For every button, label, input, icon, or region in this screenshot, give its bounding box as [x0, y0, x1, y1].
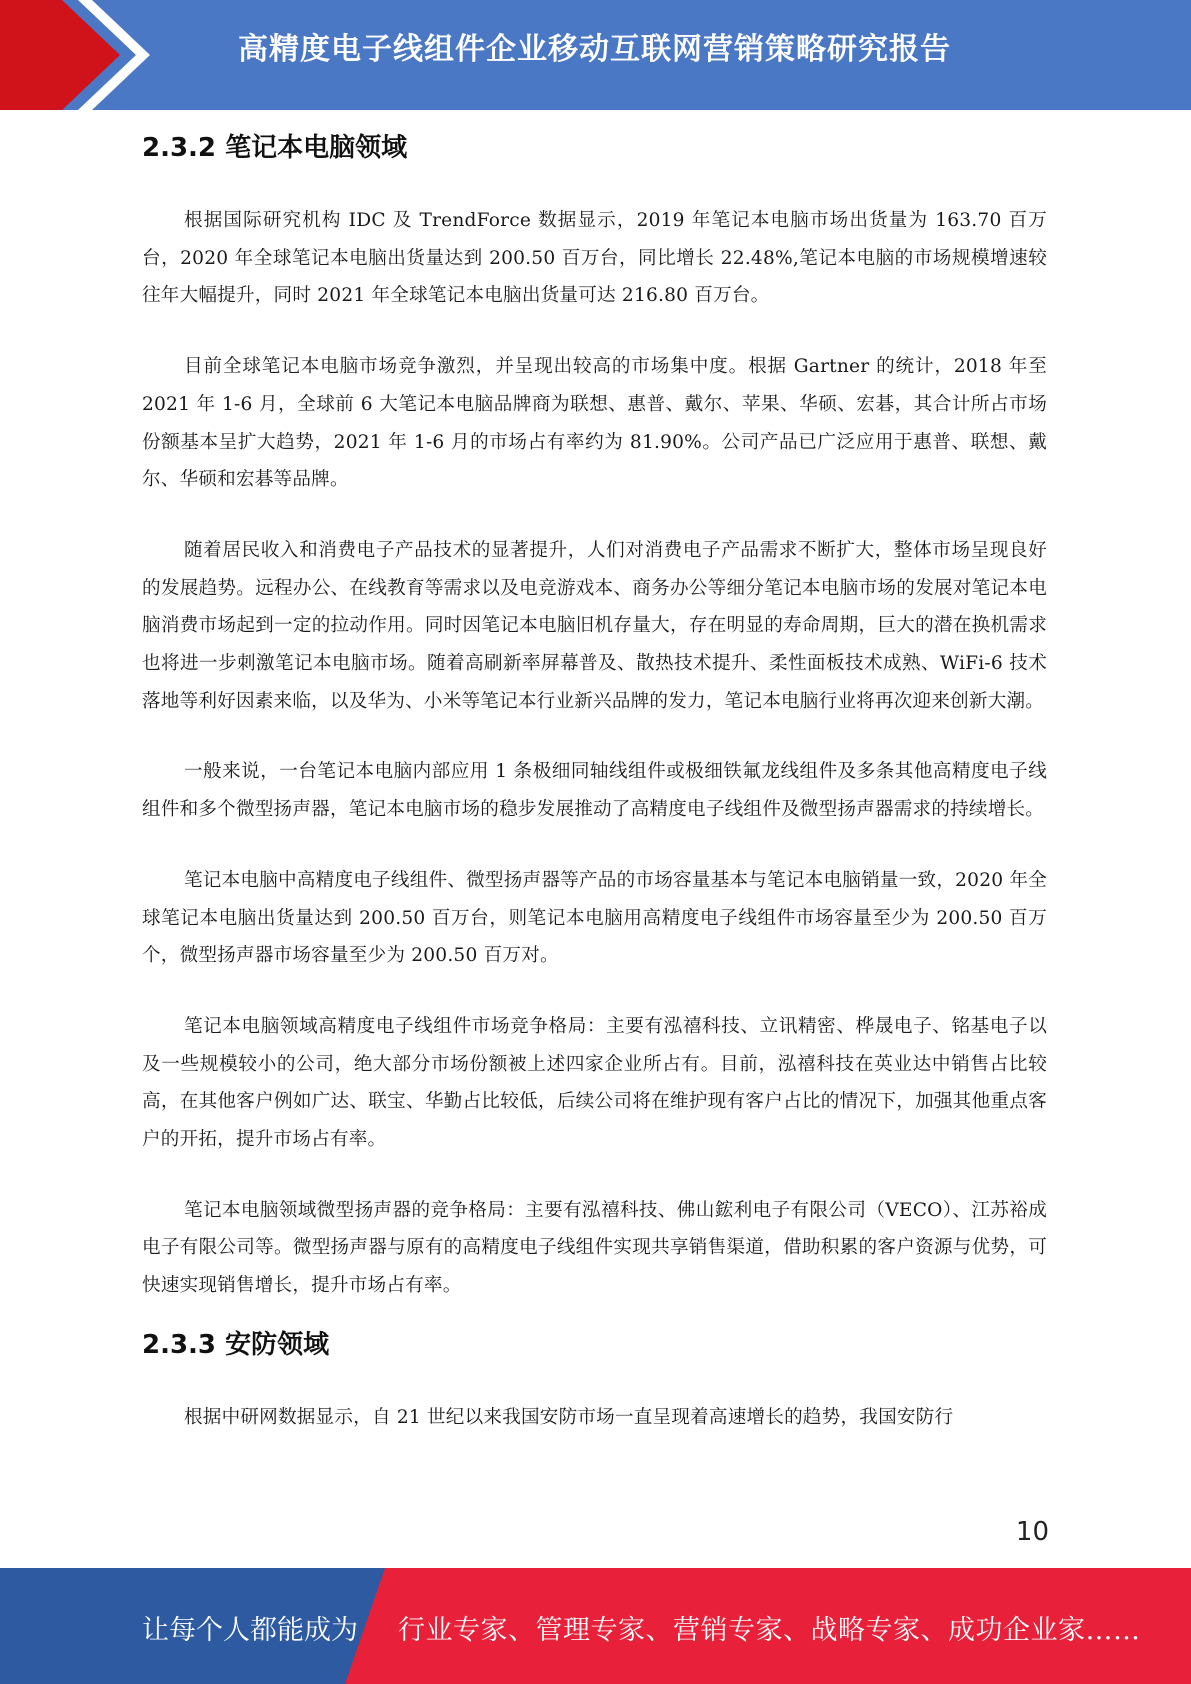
- paragraph: 根据国际研究机构 IDC 及 TrendForce 数据显示，2019 年笔记本电脑市场出货量为 163.70 百万台，2020 年全球笔记本电脑出货量达到 200.50 百万台，同比增长 22.48%,笔记本电脑的市场规模增速较往年大幅提升，同时 2021 年全球笔记本电脑出货量可达 216.80 百万台。: [142, 210, 1047, 307]
- page-footer: [0, 1568, 1191, 1684]
- footer-slogan-right: 行业专家、管理专家、营销专家、战略专家、成功企业家……: [398, 1615, 1141, 1646]
- paragraph: 随着居民收入和消费电子产品技术的显著提升，人们对消费电子产品需求不断扩大，整体市场呈现良好的发展趋势。远程办公、在线教育等需求以及电竞游戏本、商务办公等细分笔记本电脑市场的发展对笔记本电脑消费市场起到一定的拉动作用。同时因笔记本电脑旧机存量大，存在明显的寿命周期，巨大的潜在换机需求也将进一步刺激笔记本电脑市场。随着高刷新率屏幕普及、散热技术提升、柔性面板技术成熟、WiFi-6 技术落地等利好因素来临，以及华为、小米等笔记本行业新兴品牌的发力，笔记本电脑行业将再次迎来创新大潮。: [142, 539, 1047, 712]
- header-arrow-decoration: [0, 0, 150, 110]
- paragraph: 目前全球笔记本电脑市场竞争激烈，并呈现出较高的市场集中度。根据 Gartner 的统计，2018 年至 2021 年 1-6 月，全球前 6 大笔记本电脑品牌商为联想、惠普、戴尔、苹果、华硕、宏碁，其合计所占市场份额基本呈扩大趋势，2021 年 1-6 月的市场占有率约为 81.90%。公司产品已广泛应用于惠普、联想、戴尔、华硕和宏碁等品牌。: [142, 356, 1047, 491]
- footer-slogan-left: 让每个人都能成为: [142, 1615, 358, 1646]
- paragraph: 笔记本电脑领域高精度电子线组件市场竞争格局：主要有泓禧科技、立讯精密、桦晟电子、铭基电子以及一些规模较小的公司，绝大部分市场份额被上述四家企业所占有。目前，泓禧科技在英业达中销售占比较高，在其他客户例如广达、联宝、华勤占比较低，后续公司将在维护现有客户占比的情况下，加强其他重点客户的开拓，提升市场占有率。: [142, 1015, 1047, 1151]
- paragraph: 根据中研网数据显示，自 21 世纪以来我国安防市场一直呈现着高速增长的趋势，我国安防行: [184, 1406, 954, 1428]
- paragraph: 笔记本电脑领域微型扬声器的竞争格局：主要有泓禧科技、佛山鋐利电子有限公司（VECO）、江苏裕成电子有限公司等。微型扬声器与原有的高精度电子线组件实现共享销售渠道，借助积累的客户资源与优势，可快速实现销售增长，提升市场占有率。: [142, 1199, 1047, 1297]
- paragraph: 笔记本电脑中高精度电子线组件、微型扬声器等产品的市场容量基本与笔记本电脑销量一致，2020 年全球笔记本电脑出货量达到 200.50 百万台，则笔记本电脑用高精度电子线组件市场容量至少为 200.50 百万个，微型扬声器市场容量至少为 200.50 百万对。: [142, 869, 1047, 967]
- section-heading: 2.3.2 笔记本电脑领域: [142, 133, 408, 163]
- page-content: [142, 128, 1047, 1437]
- section-heading: 2.3.3 安防领域: [142, 1329, 330, 1360]
- report-title: 高精度电子线组件企业移动互联网营销策略研究报告: [238, 32, 951, 67]
- page-header: [0, 0, 1191, 110]
- page-number: 10: [1015, 1517, 1049, 1547]
- paragraph: 一般来说，一台笔记本电脑内部应用 1 条极细同轴线组件或极细铁氟龙线组件及多条其他高精度电子线组件和多个微型扬声器，笔记本电脑市场的稳步发展推动了高精度电子线组件及微型扬声器需求的持续增长。: [142, 761, 1047, 821]
